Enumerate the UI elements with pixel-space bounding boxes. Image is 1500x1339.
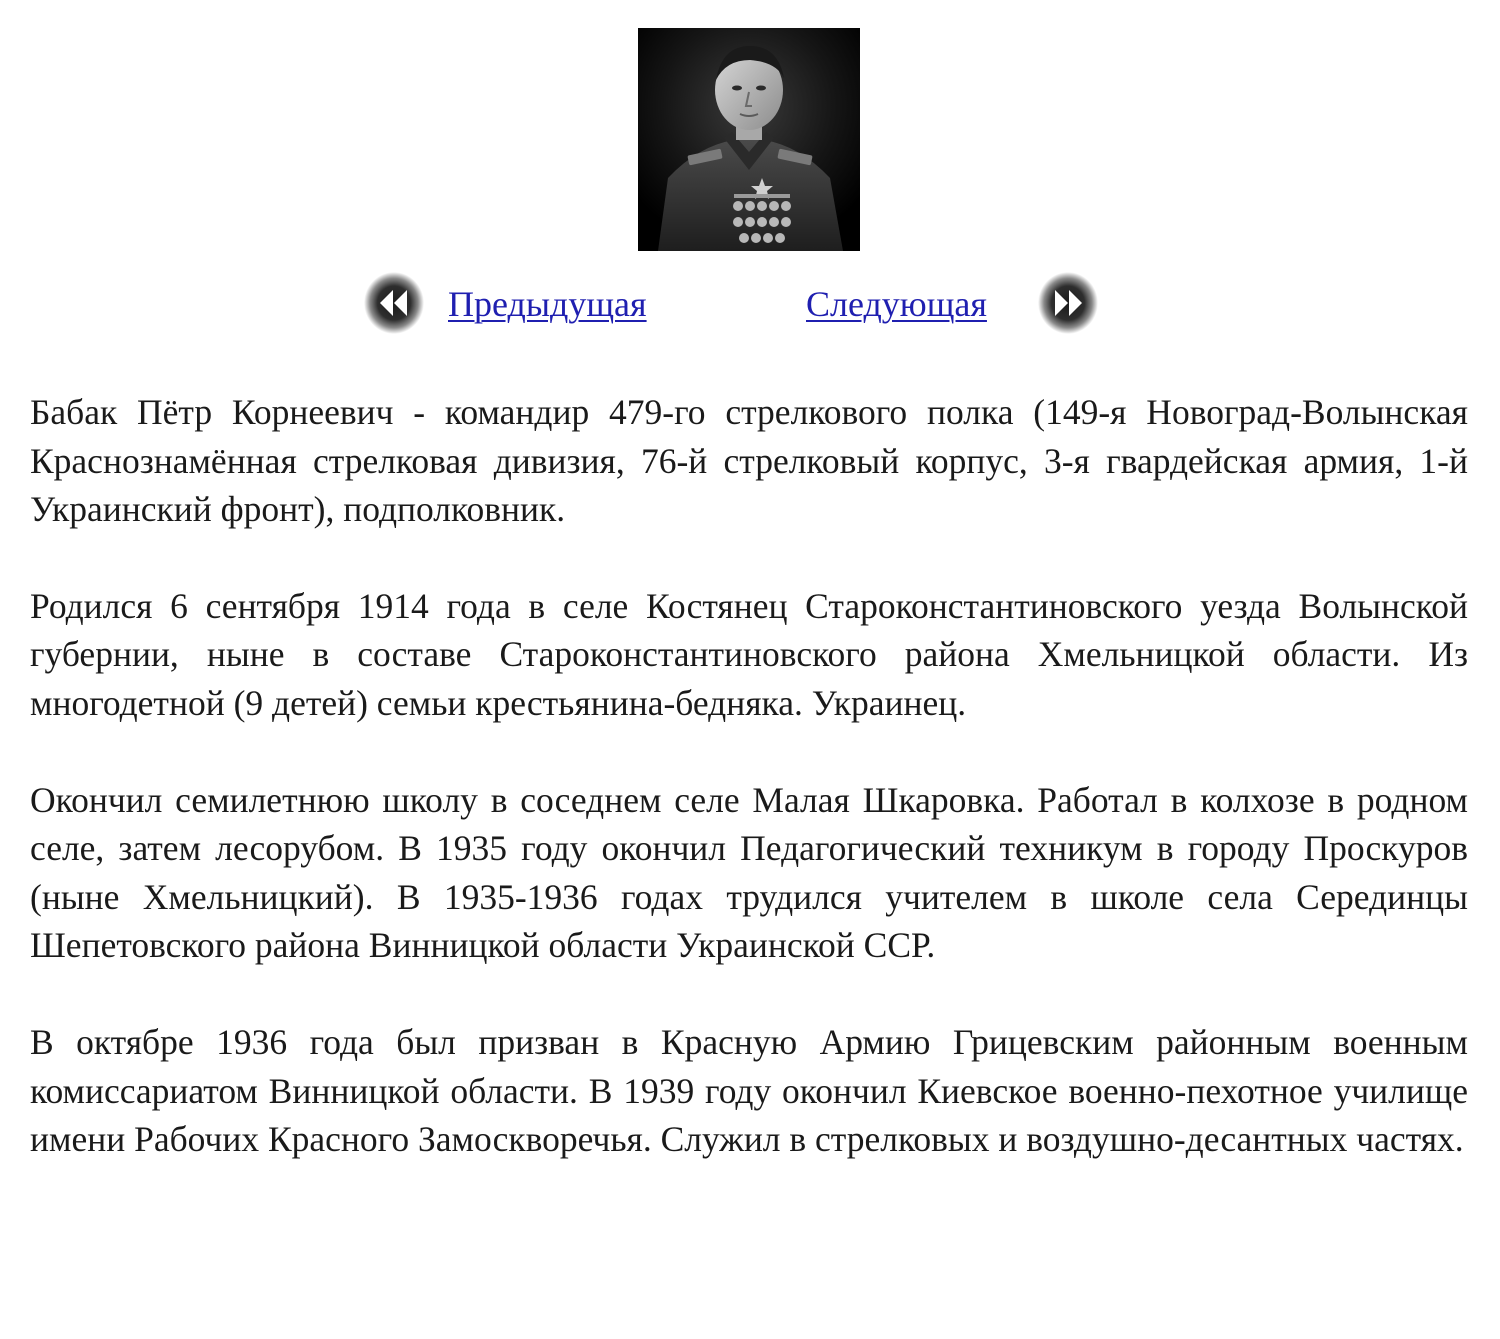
portrait-image [638,28,860,251]
biography-text [30,388,1468,1212]
previous-link[interactable]: Предыдущая [448,284,647,324]
rewind-icon[interactable] [360,268,426,338]
bio-paragraph: Окончил семилетнюю школу в соседнем селе Малая Шкаровка. Работал в колхозе в родном селе, затем лесорубом. В 1935 году окончил Педагогический техникум в городу Проскуров (ныне Хмельницкий). В 1935-1936 годах трудился учителем в школе села Серединцы Шепетовского района Винницкой области Украинской ССР. [30,779,1468,966]
fast-forward-icon[interactable] [1036,268,1102,338]
navigation-bar [0,268,1500,338]
bio-paragraph: В октябре 1936 года был призван в Красную Армию Грицевским районным военным комиссариатом Винницкой области. В 1939 году окончил Киевское военно-пехотное училище имени Рабочих Красного Замоскворечья. Служил в стрелковых и воздушно-десантных частях. [30,1021,1468,1160]
next-link[interactable]: Следующая [806,284,987,324]
portrait-photo [638,28,860,251]
bio-paragraph: Родился 6 сентября 1914 года в селе Костянец Староконстантиновского уезда Волынской губернии, ныне в составе Староконстантиновского района Хмельницкой области. Из многодетной (9 детей) семьи крестьянина-бедняка. Украинец. [30,585,1468,723]
bio-paragraph: Бабак Пётр Корнеевич - командир 479-го стрелкового полка (149-я Новоград-Волынская Краснознамённая стрелковая дивизия, 76-й стрелковый корпус, 3-я гвардейская армия, 1-й Украинский фронт), подполковник. [30,392,1468,530]
